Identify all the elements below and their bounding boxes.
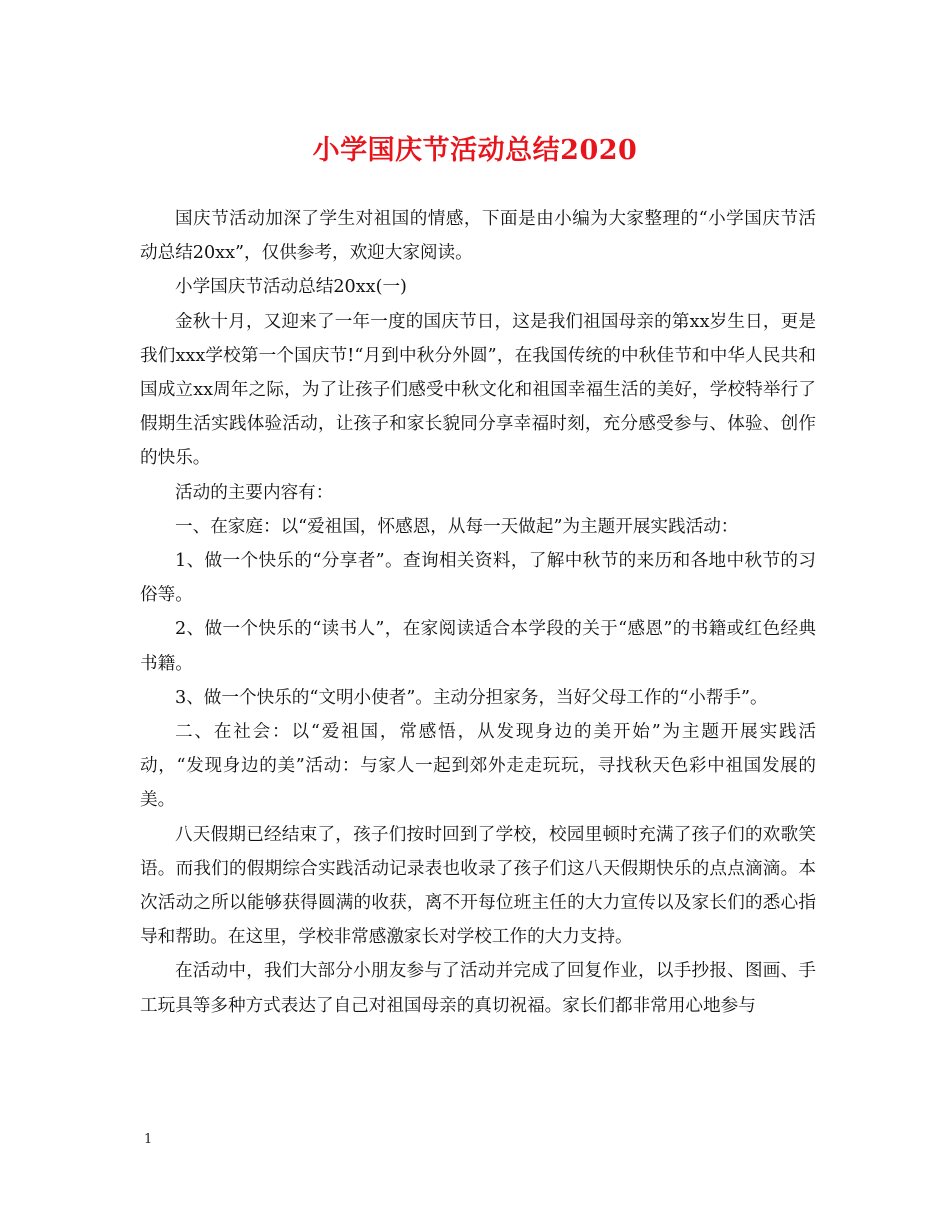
page-number: 1 (144, 1132, 153, 1147)
section-heading-1: 小学国庆节活动总结20xx(一) (175, 277, 407, 298)
document-body (140, 202, 816, 1023)
document-title: 小学国庆节活动总结2020 (312, 135, 638, 166)
body-paragraph: 金秋十月，又迎来了一年一度的国庆节日，这是我们祖国母亲的第xx岁生日，更是我们xxx学校第一个国庆节!“月到中秋分外圆”，在我国传统的中秋佳节和中华人民共和国成立xx周年之际，为了让孩子们感受中秋文化和祖国幸福生活的美好，学校特举行了假期生活实践体验活动，让孩子和家长貌同分享幸福时刻，充分感受参与、体验、创作的快乐。 (140, 311, 816, 469)
body-paragraph: 八天假期已经结束了，孩子们按时回到了学校，校园里顿时充满了孩子们的欢歌笑语。而我们的假期综合实践活动记录表也收录了孩子们这八天假期快乐的点点滴滴。本次活动之所以能够获得圆满的收获，离不开每位班主任的大力宣传以及家长们的悉心指导和帮助。在这里，学校非常感激家长对学校工作的大力支持。 (140, 824, 816, 948)
content-heading: 活动的主要内容有： (175, 482, 334, 503)
list-item-3: 3、做一个快乐的“文明小使者”。主动分担家务，当好父母工作的“小帮手”。 (175, 687, 768, 708)
intro-paragraph: 国庆节活动加深了学生对祖国的情感，下面是由小编为大家整理的“小学国庆节活动总结20xx”，仅供参考，欢迎大家阅读。 (140, 209, 816, 264)
list-heading-society: 二、在社会：以“爱祖国，常感悟，从发现身边的美开始”为主题开展实践活动，“发现身边的美”活动：与家人一起到郊外走走玩玩，寻找秋天色彩中祖国发展的美。 (140, 722, 816, 811)
list-item-2: 2、做一个快乐的“读书人”，在家阅读适合本学段的关于“感恩”的书籍或红色经典书籍。 (140, 619, 816, 674)
list-heading-family: 一、在家庭：以“爱祖国，怀感恩，从每一天做起”为主题开展实践活动： (175, 516, 739, 537)
body-paragraph: 在活动中，我们大部分小朋友参与了活动并完成了回复作业，以手抄报、图画、手工玩具等多种方式表达了自己对祖国母亲的真切祝福。家长们都非常用心地参与 (140, 961, 816, 1016)
list-item-1: 1、做一个快乐的“分享者”。查询相关资料，了解中秋节的来历和各地中秋节的习俗等。 (140, 551, 816, 606)
